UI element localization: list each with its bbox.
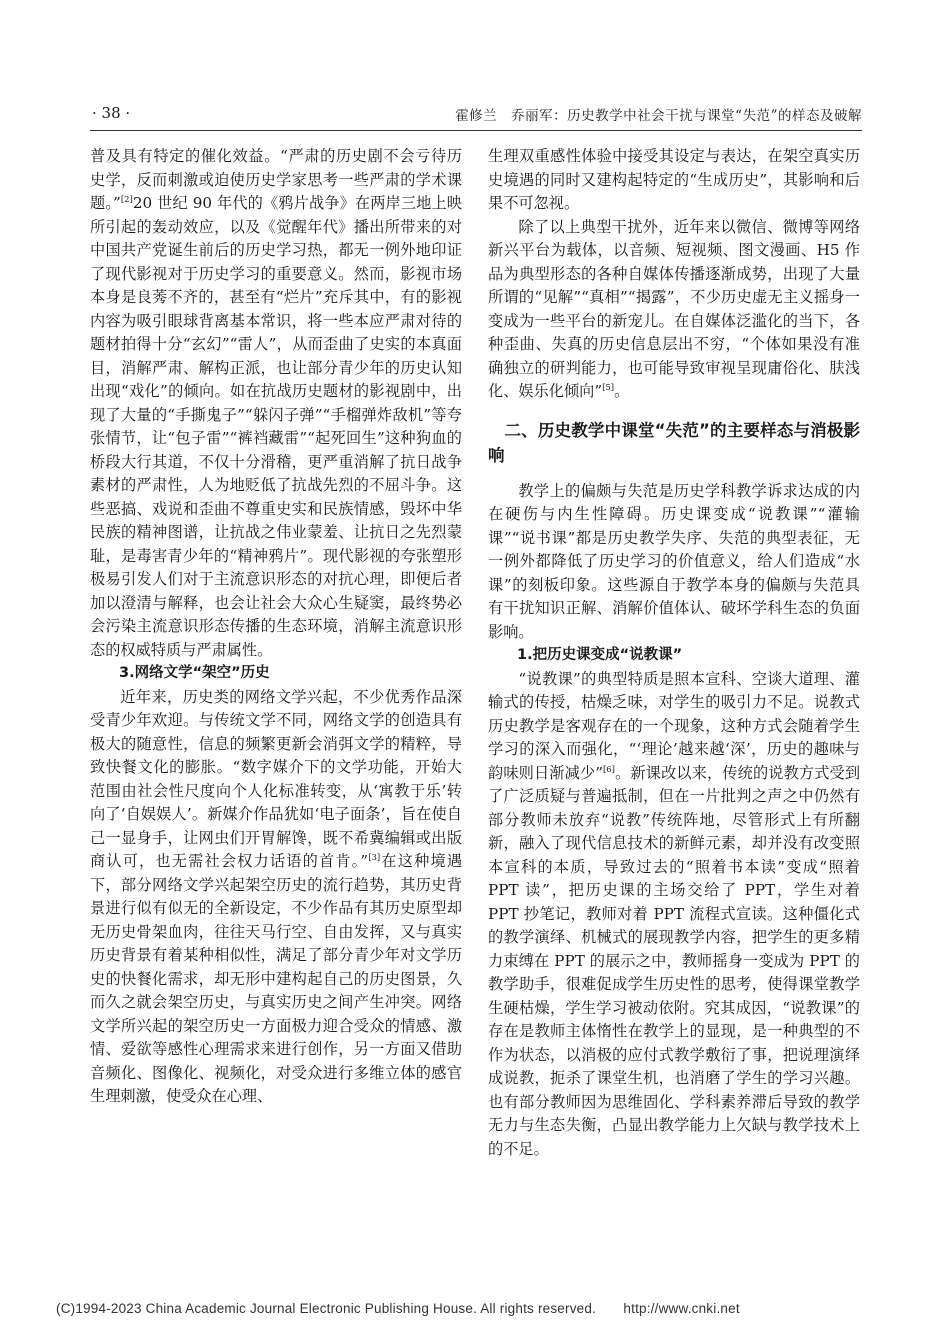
page-number: · 38 ·	[92, 104, 131, 122]
section-heading: 二、历史教学中课堂“失范”的主要样态与消极影响	[488, 420, 860, 465]
citation-ref: [3]	[368, 852, 381, 863]
paragraph	[90, 686, 462, 1109]
citation-ref: [2]	[120, 194, 133, 205]
subsection-heading: 1.把历史课变成“说教课”	[517, 647, 683, 663]
right-column	[488, 145, 860, 1161]
paragraph	[90, 145, 462, 662]
paragraph-text: 20 世纪 90 年代的《鸦片战争》在两岸三地上映所引起的轰动效应，以及《觉醒年代》播出所带来的对中国共产党诞生前后的历史学习热，都无一例外地印证了现代影视对于历史学习的重要意义。然而，影视市场本身是良莠不齐的，甚至有“烂片”充斥其中，有的影视内容为吸引眼球背离基本常识，将一些本应严肃对待的题材拍得十分“玄幻”“雷人”，从而歪曲了史实的本真面目，消解严肃、解构正派，也让部分青少年的历史认知出现“戏化”的倾向。如在抗战历史题材的影视剧中，出现了大量的“手撕鬼子”“躲闪子弹”“手榴弹炸敌机”等夸张情节，让“包子雷”“裤裆藏雷”“起死回生”这种狗血的桥段大行其道，不仅十分滑稽，更严重消解了抗日战争素材的严肃性，人为地贬低了抗战先烈的不屈斗争。这些恶搞、戏说和歪曲不尊重史实和民族情感，毁坏中华民族的精神图谱，让抗战之伟业蒙羞、让抗日之先烈蒙耻，是毒害青少年的“精神鸦片”。现代影视的夸张塑形极易引发人们对于主流意识形态的对抗心理，即便后者加以澄清与解释，也会让社会大众心生疑窦，最终势必会污染主流意识形态传播的生态环境，消解主流意识形态的权威特质与严肃属性。	[90, 194, 462, 659]
paragraph-text: 。	[614, 382, 630, 400]
paragraph: 生理双重感性体验中接受其设定与表达，在架空真实历史境遇的同时又建构起特定的“生成历史”，其影响和后果不可忽视。	[488, 147, 860, 212]
paragraph	[488, 668, 860, 1162]
left-column	[90, 145, 462, 1109]
paragraph-text: “说教课”的典型特质是照本宣科、空谈大道理、灌输式的传授，枯燥乏味，对学生的吸引力不足。说教式历史教学是客观存在的一个现象，这种方式会随着学生学习的深入而强化，“‘理论’越来越‘深’，历史的趣味与韵味则日渐减少”	[488, 669, 860, 782]
citation-ref: [6]	[602, 764, 615, 775]
running-title: 霍修兰 乔丽军：历史教学中社会干扰与课堂“失范”的样态及破解	[455, 108, 862, 124]
header-rule	[90, 130, 862, 131]
paragraph-text: 在这种境遇下，部分网络文学兴起架空历史的流行趋势，其历史背景进行似有似无的全新设定，不少作品有其历史原型却无历史骨架血肉，往往天马行空、自由发挥，又与真实历史背景有着某种相似性，满足了部分青少年对文学历史的快餐化需求，却无形中建构起自己的历史图景，久而久之就会架空历史，与真实历史之间产生冲突。网络文学所兴起的架空历史一方面极力迎合受众的情感、激情、爱欲等感性心理需求来进行创作，另一方面又借助音频化、图像化、视频化，对受众进行多维立体的感官生理刺激，使受众在心理、	[90, 852, 463, 1105]
subsection-heading: 3.网络文学“架空”历史	[119, 665, 270, 681]
paragraph-text: 普及具有特定的催化效益。“严肃的历史剧不会亏待历史学，反而刺激或迫使历史学家思考一些严肃的学术课题。”	[90, 147, 462, 212]
citation-ref: [5]	[602, 382, 615, 393]
copyright-footer: (C)1994-2023 China Academic Journal Electronic Publishing House. All rights reserved. http://www.cnki.net	[56, 1301, 740, 1316]
paragraph	[488, 216, 860, 404]
page-header	[92, 104, 862, 130]
paragraph-text: 近年来，历史类的网络文学兴起，不少优秀作品深受青少年欢迎。与传统文学不同，网络文学的创造具有极大的随意性，信息的频繁更新会消弭文学的精粹，导致快餐文化的膨胀。“数字媒介下的文学功能，开始大范围由社会性尺度向个人化标准转变，从‘寓教于乐’转向了‘自娱娱人’。新媒介作品犹如‘电子面条’，旨在使自己一显身手，让网虫们开胃解馋，既不希冀编辑或出版商认可，也无需社会权力话语的首肯。”	[90, 687, 462, 870]
paragraph: 教学上的偏颇与失范是历史学科教学诉求达成的内在硬伤与内生性障碍。历史课变成“说教课”“灌输课”“说书课”都是历史教学失序、失范的典型表征，无一例外都降低了历史学习的价值意义，给人们造成“水课”的刻板印象。这些源自于教学本身的偏颇与失范具有干扰知识正解、消解价值体认、破坏学科生态的负面影响。	[488, 481, 860, 641]
paragraph-text: 除了以上典型干扰外，近年来以微信、微博等网络新兴平台为载体，以音频、短视频、图文漫画、H5 作品为典型形态的各种自媒体传播逐渐成势，出现了大量所谓的“见解”“真相”“揭露”，不少历史虚无主义摇身一变成为一些平台的新宠儿。在自媒体泛滥化的当下，各种歪曲、失真的历史信息层出不穷，“个体如果没有准确独立的研判能力，也可能导致审视呈现庸俗化、肤浅化、娱乐化倾向”	[488, 217, 860, 400]
paragraph-text: 。新课改以来，传统的说教方式受到了广泛质疑与普遍抵制，但在一片批判之声之中仍然有部分教师未放弃“说教”传统阵地，尽管形式上有所翻新，融入了现代信息技术的新鲜元素，却并没有改变照本宣科的本质，导致过去的“照着书本读”变成“照着 PPT 读”，把历史课的主场交给了 PPT，学生对着 PPT 抄笔记，教师对着 PPT 流程式宣读。这种僵化式的教学演绎、机械式的展现教学内容，把学生的更多精力束缚在 PPT 的展示之中，教师摇身一变成为 PPT 的教学助手，很难促成学生历史性的思考，使得课堂教学生硬枯燥，学生学习被动依附。究其成因，“说教课”的存在是教师主体惰性在教学上的显现，是一种典型的不作为状态，以消极的应付式教学敷衍了事，把说理演绎成说教，扼杀了课堂生机，也消磨了学生的学习兴趣。也有部分教师因为思维固化、学科素养滞后导致的教学无力与生态失衡，凸显出教学能力上欠缺与教学技术上的不足。	[488, 763, 860, 1158]
